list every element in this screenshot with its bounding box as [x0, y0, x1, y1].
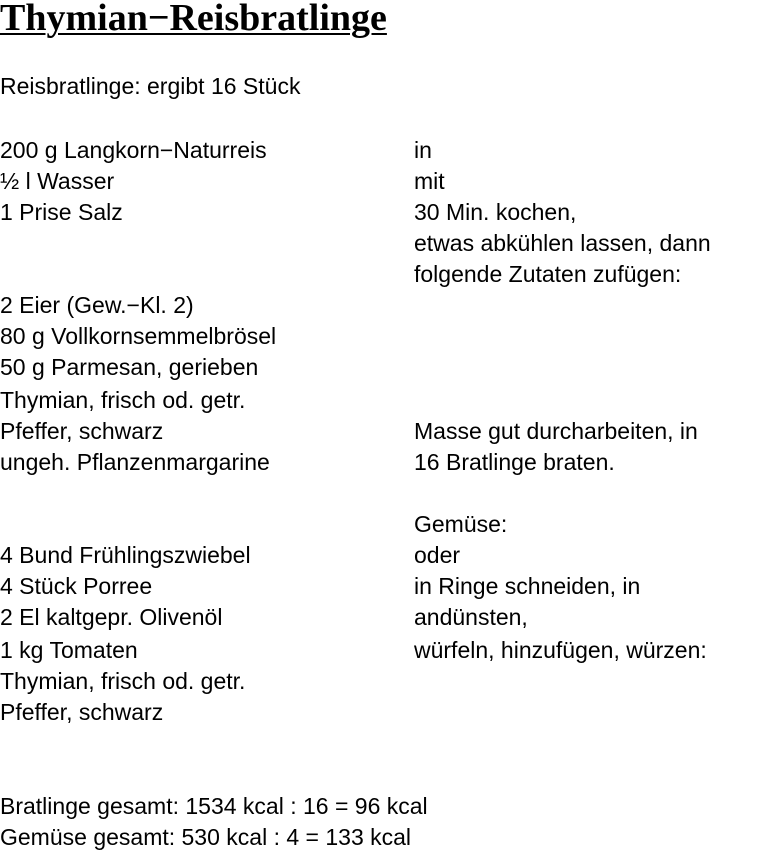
nutrition-vegetables: Gemüse gesamt: 530 kcal : 4 = 133 kcal: [0, 824, 412, 850]
ingredient-pepper: Pfeffer, schwarz: [0, 699, 164, 725]
recipe-title: Thymian−Reisbratlinge: [0, 0, 387, 39]
ingredient-thyme: Thymian, frisch od. getr.: [0, 668, 246, 694]
nutrition-patties: Bratlinge gesamt: 1534 kcal : 16 = 96 kcal: [0, 793, 428, 819]
step-line: 30 Min. kochen,: [414, 199, 577, 225]
step-line: 16 Bratlinge braten.: [414, 449, 615, 475]
ingredient-parmesan: 50 g Parmesan, gerieben: [0, 354, 259, 380]
ingredient-water: ½ l Wasser: [0, 168, 115, 194]
step-line: etwas abkühlen lassen, dann: [414, 230, 711, 256]
step-line: oder: [414, 542, 461, 568]
section-heading-vegetables: Gemüse:: [414, 511, 508, 537]
ingredient-olive-oil: 2 El kaltgepr. Olivenöl: [0, 604, 223, 630]
step-line: würfeln, hinzufügen, würzen:: [414, 637, 707, 663]
ingredient-tomatoes: 1 kg Tomaten: [0, 637, 138, 663]
ingredient-leek: 4 Stück Porree: [0, 573, 153, 599]
ingredient-rice: 200 g Langkorn−Naturreis: [0, 137, 267, 163]
ingredient-breadcrumbs: 80 g Vollkornsemmelbrösel: [0, 323, 277, 349]
ingredient-pepper: Pfeffer, schwarz: [0, 418, 164, 444]
step-line: mit: [414, 168, 445, 194]
ingredient-spring-onions: 4 Bund Frühlingszwiebel: [0, 542, 251, 568]
ingredient-margarine: ungeh. Pflanzenmargarine: [0, 449, 270, 475]
step-line: Masse gut durcharbeiten, in: [414, 418, 698, 444]
ingredient-salt: 1 Prise Salz: [0, 199, 123, 225]
ingredient-eggs: 2 Eier (Gew.−Kl. 2): [0, 292, 194, 318]
step-line: andünsten,: [414, 604, 528, 630]
step-line: in Ringe schneiden, in: [414, 573, 641, 599]
yield-line: Reisbratlinge: ergibt 16 Stück: [0, 73, 301, 99]
step-line: folgende Zutaten zufügen:: [414, 261, 682, 287]
ingredient-thyme: Thymian, frisch od. getr.: [0, 387, 246, 413]
step-line: in: [414, 137, 432, 163]
